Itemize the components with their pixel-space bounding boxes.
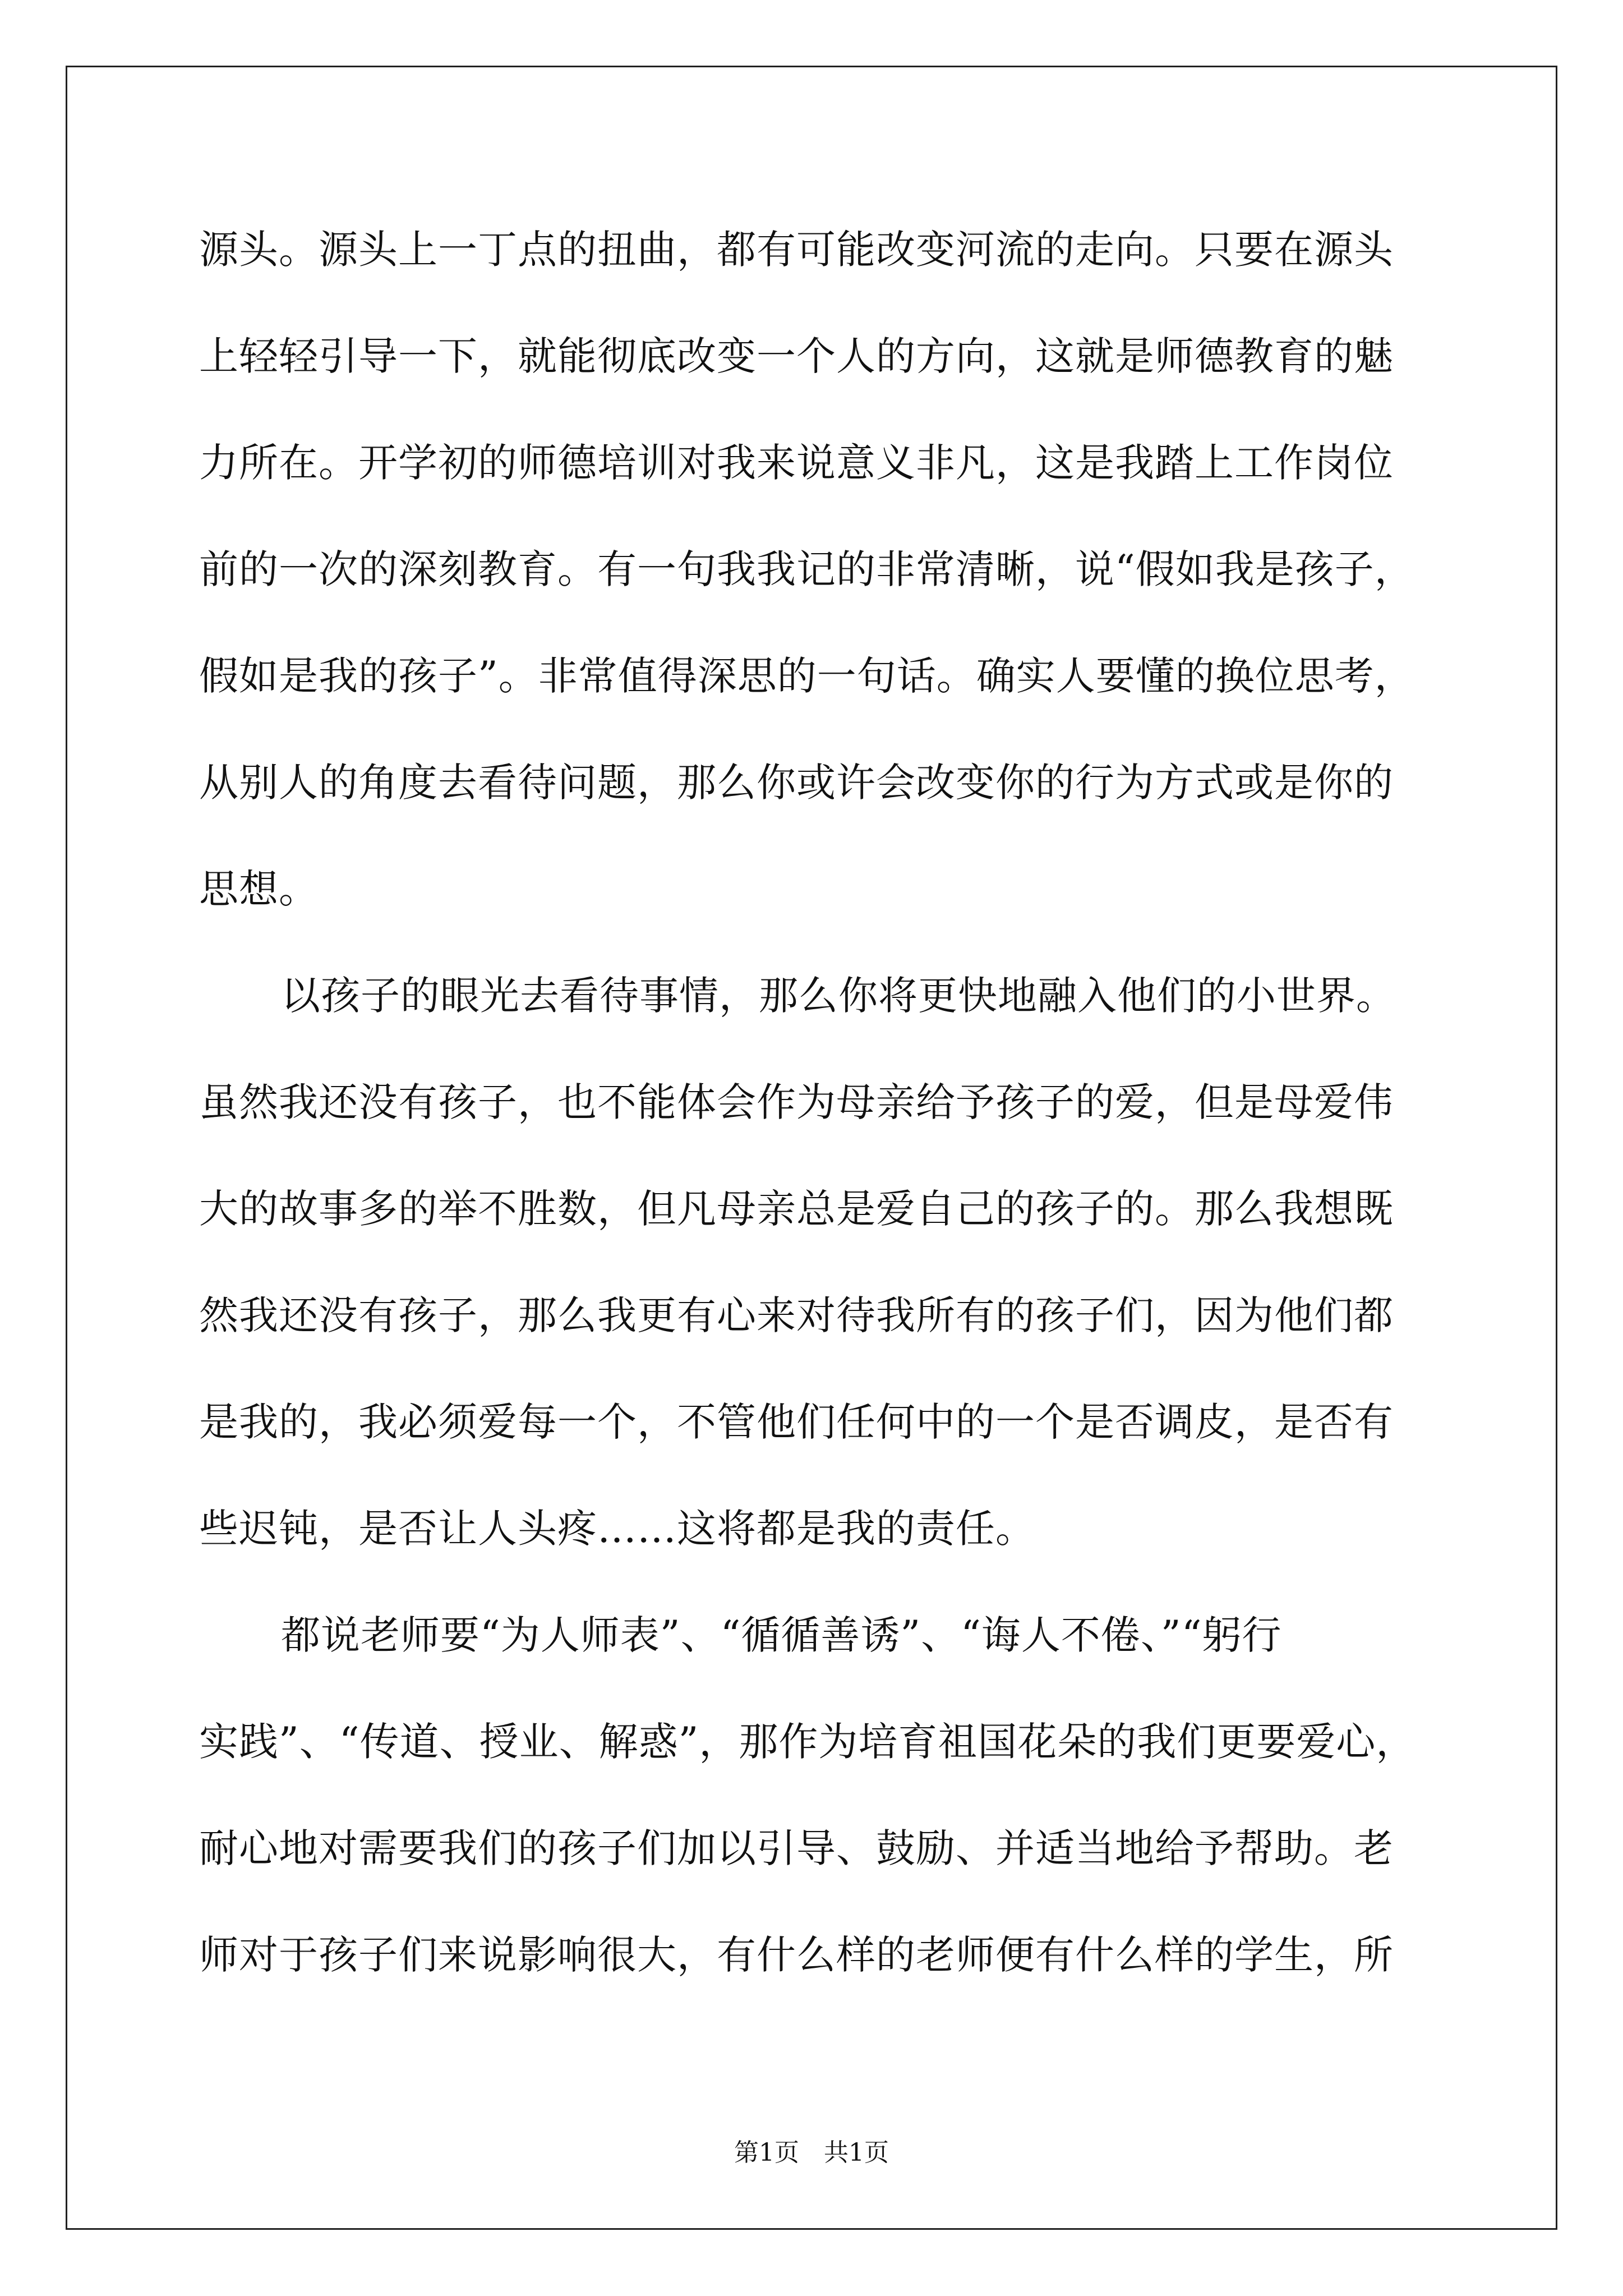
document-body	[199, 216, 1433, 2028]
text-line: 是我的，我必须爱每一个，不管他们任何中的一个是否调皮，是否有	[199, 1399, 1394, 1445]
text-line: 假如是我的孩子”。非常值得深思的一句话。确实人要懂的换位思考，	[199, 653, 1414, 699]
page-number-footer: 第1页 共1页	[734, 2138, 889, 2167]
text-line: 从别人的角度去看待问题，那么你或许会改变你的行为方式或是你的	[199, 760, 1394, 806]
text-line: 耐心地对需要我们的孩子们加以引导、鼓励、并适当地给予帮助。老	[199, 1825, 1394, 1871]
text-line: 些迟钝，是否让人头疼……这将都是我的责任。	[199, 1506, 1035, 1552]
text-line: 然我还没有孩子，那么我更有心来对待我所有的孩子们，因为他们都	[199, 1292, 1394, 1338]
text-line: 大的故事多的举不胜数，但凡母亲总是爱自己的孩子的。那么我想既	[199, 1186, 1394, 1232]
text-line: 实践”、“传道、授业、解惑”，那作为培育祖国花朵的我们更要爱心，	[199, 1719, 1416, 1765]
paragraph-start-line: 以孩子的眼光去看待事情，那么你将更快地融入他们的小世界。	[281, 973, 1396, 1019]
text-line: 前的一次的深刻教育。有一句我我记的非常清晰，说“假如我是孩子，	[199, 546, 1414, 592]
text-line: 上轻轻引导一下，就能彻底改变一个人的方向，这就是师德教育的魅	[199, 333, 1394, 379]
text-line: 源头。源头上一丁点的扭曲，都有可能改变河流的走向。只要在源头	[199, 227, 1394, 273]
text-line: 虽然我还没有孩子，也不能体会作为母亲给予孩子的爱，但是母爱伟	[199, 1079, 1394, 1125]
text-line: 力所在。开学初的师德培训对我来说意义非凡，这是我踏上工作岗位	[199, 440, 1394, 486]
text-line: 思想。	[199, 866, 319, 912]
text-line: 师对于孩子们来说影响很大，有什么样的老师便有什么样的学生，所	[199, 1932, 1394, 1978]
paragraph-start-line: 都说老师要“为人师表”、“循循善诱”、“诲人不倦、”“躬行	[281, 1612, 1282, 1658]
